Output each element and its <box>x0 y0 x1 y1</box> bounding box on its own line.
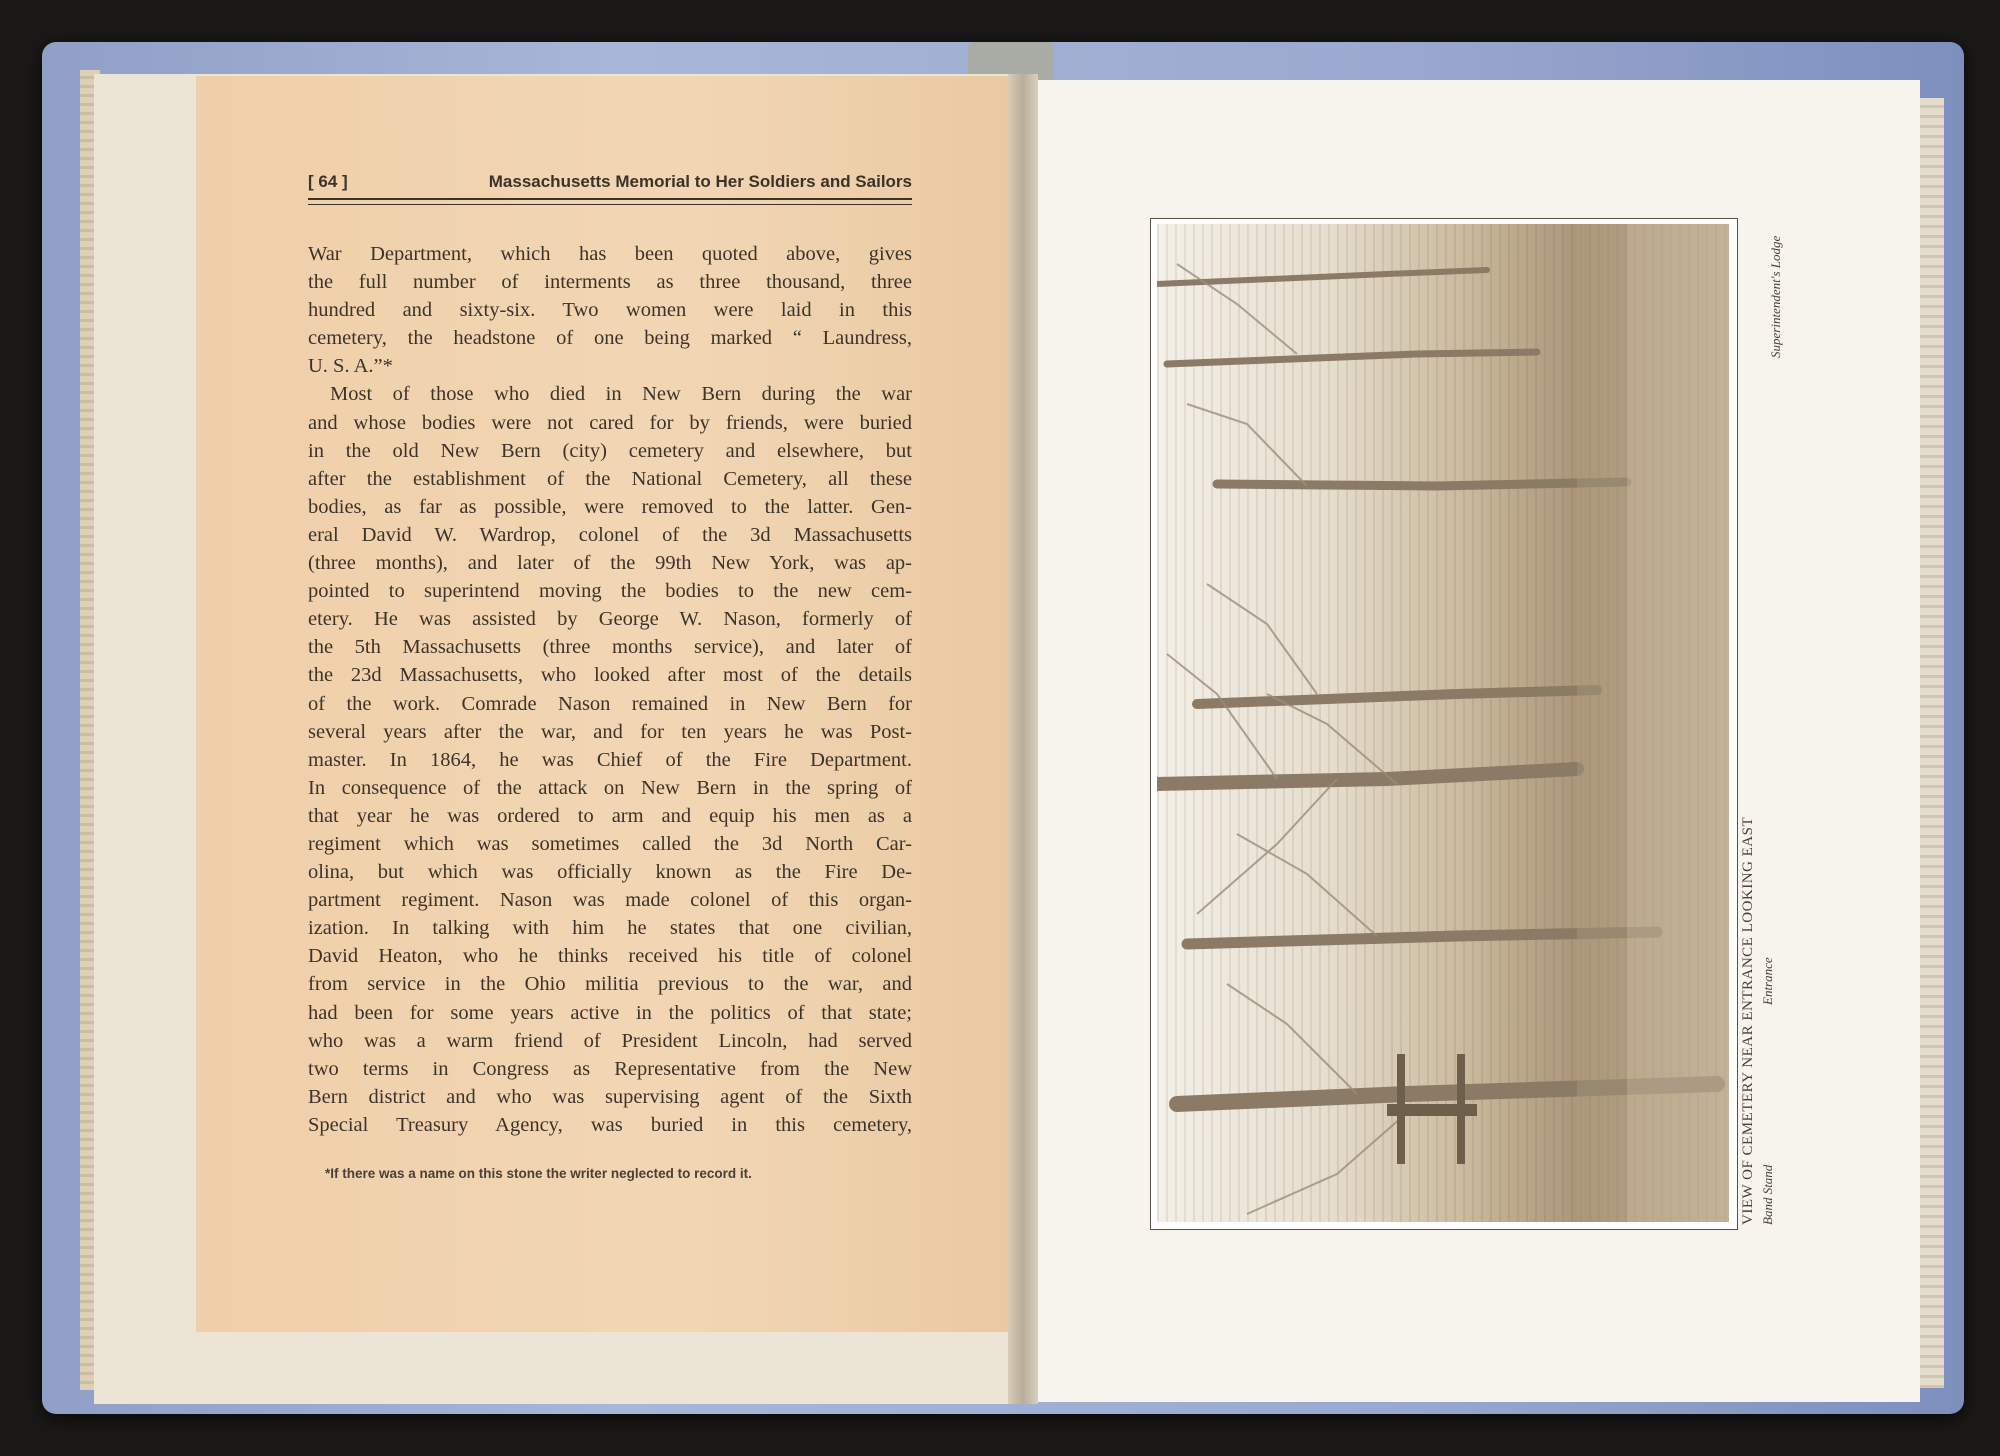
text-line: partment regiment. Nason was made colonel of this organ- <box>308 889 912 912</box>
text-line: who was a warm friend of President Lincoln, had served <box>308 1029 912 1052</box>
text-line: two terms in Congress as Representative from the New <box>308 1057 912 1080</box>
text-line: cemetery, the headstone of one being marked “ Laundress, <box>308 327 912 350</box>
book-gutter <box>1008 74 1038 1404</box>
label-superintendents-lodge: Superintendent's Lodge <box>1768 235 1783 358</box>
footnote: *If there was a name on this stone the writer neglected to record it. <box>325 1166 752 1181</box>
text-line: in the old New Bern (city) cemetery and elsewhere, but <box>308 439 912 462</box>
text-line: eral David W. Wardrop, colonel of the 3d Massachusetts <box>308 523 912 546</box>
cemetery-photograph <box>1157 224 1729 1222</box>
text-line: several years after the war, and for ten years he was Post- <box>308 720 912 743</box>
running-head <box>308 168 912 198</box>
text-line: master. In 1864, he was Chief of the Fire Department. <box>308 748 912 771</box>
text-line: the full number of interments as three thousand, three <box>308 271 912 294</box>
text-line: ization. In talking with him he states that one civilian, <box>308 917 912 940</box>
header-rule <box>308 198 912 205</box>
text-line: bodies, as far as possible, were removed to the latter. Gen- <box>308 495 912 518</box>
label-band-stand: Band Stand <box>1760 1164 1775 1225</box>
text-line: pointed to superintend moving the bodies to the new cem- <box>308 580 912 603</box>
running-title: Massachusetts Memorial to Her Soldiers and Sailors <box>488 172 912 191</box>
page-edges-right <box>1920 98 1944 1388</box>
text-line: the 23d Massachusetts, who looked after most of the details <box>308 664 912 687</box>
text-line: David Heaton, who he thinks received his title of colonel <box>308 945 912 968</box>
text-line: of the work. Comrade Nason remained in New Bern for <box>308 692 912 715</box>
text-line: Special Treasury Agency, was buried in this cemetery, <box>308 1113 912 1136</box>
text-line: the 5th Massachusetts (three months service), and later of <box>308 636 912 659</box>
text-line: U. S. A.”* <box>308 355 393 378</box>
page-number: [ 64 ] <box>308 172 348 191</box>
text-line: and whose bodies were not cared for by friends, were buried <box>308 411 912 434</box>
text-line: regiment which was sometimes called the 3d North Car- <box>308 832 912 855</box>
text-line: from service in the Ohio militia previous to the war, and <box>308 973 912 996</box>
text-line: etery. He was assisted by George W. Nason, formerly of <box>308 608 912 631</box>
text-line: after the establishment of the National Cemetery, all these <box>308 467 912 490</box>
label-entrance: Entrance <box>1760 957 1775 1005</box>
text-line: hundred and sixty-six. Two women were laid in this <box>308 299 912 322</box>
body-text <box>308 240 912 1139</box>
photo-caption: VIEW OF CEMETERY NEAR ENTRANCE LOOKING EAST <box>1740 816 1756 1225</box>
text-line: that year he was ordered to arm and equip his men as a <box>308 804 912 827</box>
text-line: olina, but which was officially known as the Fire De- <box>308 861 912 884</box>
text-line: In consequence of the attack on New Bern in the spring of <box>308 776 912 799</box>
text-line: Bern district and who was supervising agent of the Sixth <box>308 1085 912 1108</box>
text-line: Most of those who died in New Bern during the war <box>330 383 912 406</box>
photo-illustration <box>1157 224 1729 1222</box>
text-line: (three months), and later of the 99th New York, was ap- <box>308 552 912 575</box>
text-line: War Department, which has been quoted above, gives <box>308 243 912 265</box>
text-line: had been for some years active in the politics of that state; <box>308 1001 912 1024</box>
